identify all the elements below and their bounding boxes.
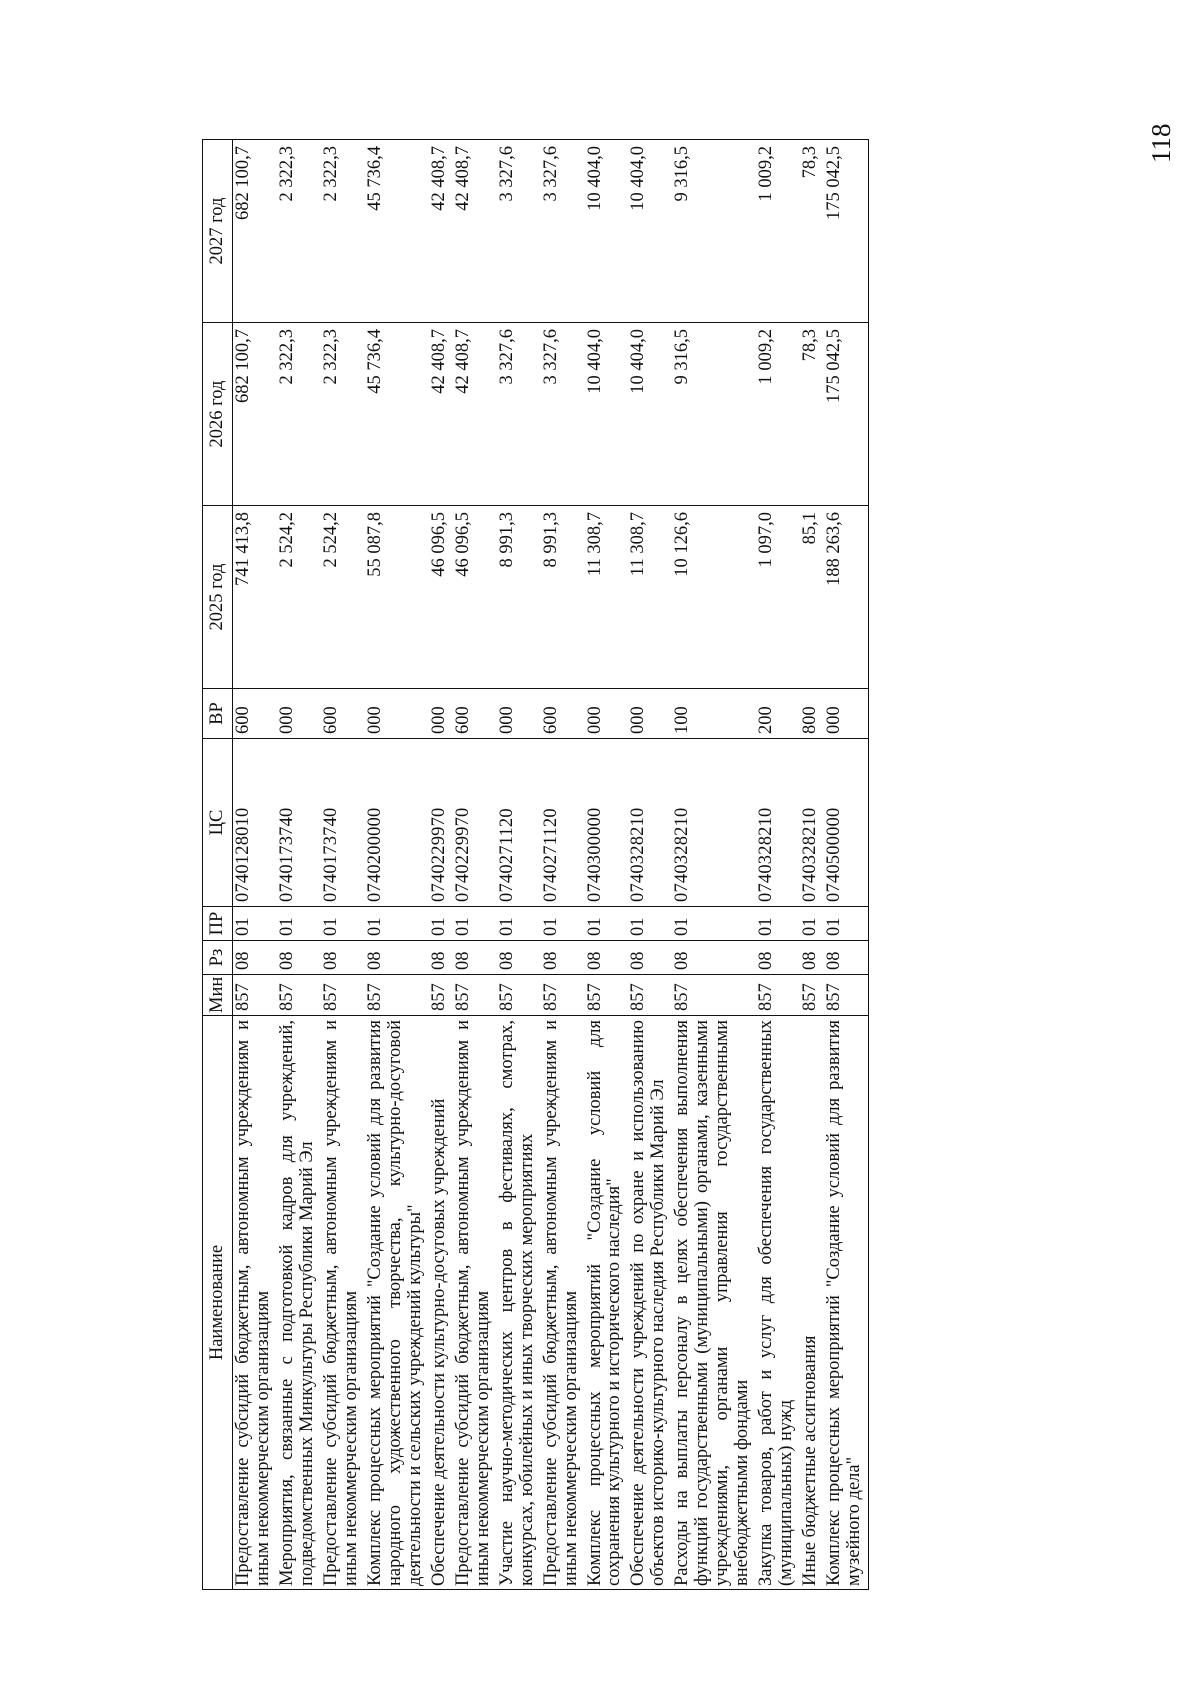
cell-cs: 0740271120 [497, 739, 541, 907]
table-row [365, 140, 429, 1590]
cell-y2027: 682 100,7 [233, 140, 277, 323]
cell-name: Участие научно-методических центров в фестивалях, смотрах, конкурсах, юбилейных и иных творческих мероприятиях [497, 1016, 541, 1590]
header-2026: 2026 год [203, 323, 233, 506]
cell-min: 857 [233, 975, 277, 1016]
cell-name: Комплекс процессных мероприятий "Создание условий для развития народного художественного творчества, культурно-досуговой деятельности и сельских учреждений культуры" [365, 1016, 429, 1590]
cell-y2025: 11 308,7 [628, 506, 672, 689]
cell-min: 857 [628, 975, 672, 1016]
cell-pr: 01 [277, 907, 321, 941]
cell-y2025: 46 096,5 [453, 506, 497, 689]
cell-min: 857 [541, 975, 585, 1016]
cell-y2026: 3 327,6 [541, 323, 585, 506]
cell-rz: 08 [672, 941, 756, 975]
cell-vr: 000 [628, 689, 672, 739]
table-row [429, 140, 453, 1590]
cell-y2026: 45 736,4 [365, 323, 429, 506]
cell-rz: 08 [628, 941, 672, 975]
cell-pr: 01 [672, 907, 756, 941]
cell-rz: 08 [365, 941, 429, 975]
cell-name: Расходы на выплаты персоналу в целях обеспечения выполнения функций государственными (муниципальными) органами, казенными учреждениями, органами управления государственными внебюджетными фондами [672, 1016, 756, 1590]
cell-name: Предоставление субсидий бюджетным, автономным учреждениям и иным некоммерческим организациям [233, 1016, 277, 1590]
cell-y2027: 10 404,0 [628, 140, 672, 323]
cell-y2027: 9 316,5 [672, 140, 756, 323]
cell-y2027: 45 736,4 [365, 140, 429, 323]
cell-y2025: 85,1 [800, 506, 824, 689]
cell-y2027: 3 327,6 [541, 140, 585, 323]
cell-y2026: 42 408,7 [453, 323, 497, 506]
cell-rz: 08 [277, 941, 321, 975]
cell-y2025: 2 524,2 [277, 506, 321, 689]
cell-rz: 08 [497, 941, 541, 975]
cell-min: 857 [585, 975, 629, 1016]
header-name: Наименование [203, 1016, 233, 1590]
cell-pr: 01 [453, 907, 497, 941]
cell-y2025: 55 087,8 [365, 506, 429, 689]
cell-pr: 01 [800, 907, 824, 941]
cell-min: 857 [453, 975, 497, 1016]
cell-y2027: 2 322,3 [277, 140, 321, 323]
cell-min: 857 [800, 975, 824, 1016]
cell-min: 857 [756, 975, 800, 1016]
cell-y2026: 682 100,7 [233, 323, 277, 506]
cell-y2025: 10 126,6 [672, 506, 756, 689]
header-min: Мин [203, 975, 233, 1016]
cell-y2025: 46 096,5 [429, 506, 453, 689]
cell-pr: 01 [429, 907, 453, 941]
cell-pr: 01 [824, 907, 868, 941]
table-row [453, 140, 497, 1590]
table-row [277, 140, 321, 1590]
cell-y2027: 1 009,2 [756, 140, 800, 323]
header-2025: 2025 год [203, 506, 233, 689]
cell-pr: 01 [756, 907, 800, 941]
cell-y2025: 8 991,3 [497, 506, 541, 689]
table-row [628, 140, 672, 1590]
header-2027: 2027 год [203, 140, 233, 323]
cell-rz: 08 [756, 941, 800, 975]
cell-name: Закупка товаров, работ и услуг для обеспечения государственных (муниципальных) нужд [756, 1016, 800, 1590]
rotated-page-content [202, 140, 1062, 1590]
cell-cs: 0740328210 [800, 739, 824, 907]
header-rz: Рз [203, 941, 233, 975]
table-row [800, 140, 824, 1590]
cell-rz: 08 [429, 941, 453, 975]
header-cs: ЦС [203, 739, 233, 907]
cell-min: 857 [672, 975, 756, 1016]
table-row [672, 140, 756, 1590]
cell-cs: 0740128010 [233, 739, 277, 907]
cell-vr: 000 [497, 689, 541, 739]
cell-y2026: 3 327,6 [497, 323, 541, 506]
cell-rz: 08 [585, 941, 629, 975]
cell-y2027: 42 408,7 [429, 140, 453, 323]
cell-pr: 01 [541, 907, 585, 941]
table-row [321, 140, 365, 1590]
cell-vr: 200 [756, 689, 800, 739]
cell-y2026: 78,3 [800, 323, 824, 506]
table-body [233, 140, 869, 1590]
cell-min: 857 [497, 975, 541, 1016]
cell-name: Предоставление субсидий бюджетным, автономным учреждениям и иным некоммерческим организациям [453, 1016, 497, 1590]
cell-cs: 0740173740 [277, 739, 321, 907]
cell-rz: 08 [233, 941, 277, 975]
table-row [585, 140, 629, 1590]
cell-min: 857 [429, 975, 453, 1016]
cell-y2027: 78,3 [800, 140, 824, 323]
cell-rz: 08 [824, 941, 868, 975]
cell-y2025: 11 308,7 [585, 506, 629, 689]
cell-vr: 800 [800, 689, 824, 739]
cell-name: Комплекс процессных мероприятий "Создание условий для сохранения культурного и исторического наследия" [585, 1016, 629, 1590]
cell-y2027: 2 322,3 [321, 140, 365, 323]
cell-cs: 0740328210 [756, 739, 800, 907]
cell-name: Иные бюджетные ассигнования [800, 1016, 824, 1590]
cell-min: 857 [321, 975, 365, 1016]
cell-min: 857 [824, 975, 868, 1016]
cell-y2026: 1 009,2 [756, 323, 800, 506]
cell-pr: 01 [497, 907, 541, 941]
cell-min: 857 [365, 975, 429, 1016]
cell-cs: 0740328210 [628, 739, 672, 907]
header-pr: ПР [203, 907, 233, 941]
cell-y2026: 9 316,5 [672, 323, 756, 506]
cell-vr: 600 [453, 689, 497, 739]
header-vr: ВР [203, 689, 233, 739]
cell-min: 857 [277, 975, 321, 1016]
cell-y2025: 1 097,0 [756, 506, 800, 689]
cell-vr: 000 [429, 689, 453, 739]
cell-vr: 000 [365, 689, 429, 739]
cell-cs: 0740173740 [321, 739, 365, 907]
cell-vr: 000 [585, 689, 629, 739]
table-row [233, 140, 277, 1590]
cell-y2027: 42 408,7 [453, 140, 497, 323]
cell-rz: 08 [800, 941, 824, 975]
cell-vr: 600 [321, 689, 365, 739]
table-header [203, 140, 233, 1590]
cell-cs: 0740271120 [541, 739, 585, 907]
cell-name: Обеспечение деятельности учреждений по охране и использованию объектов историко-культурного наследия Республики Марий Эл [628, 1016, 672, 1590]
cell-y2025: 741 413,8 [233, 506, 277, 689]
cell-vr: 100 [672, 689, 756, 739]
cell-cs: 0740328210 [672, 739, 756, 907]
table-row [756, 140, 800, 1590]
table-row [497, 140, 541, 1590]
cell-name: Комплекс процессных мероприятий "Создание условий для развития музейного дела" [824, 1016, 868, 1590]
cell-y2026: 2 322,3 [277, 323, 321, 506]
cell-rz: 08 [321, 941, 365, 975]
cell-vr: 600 [541, 689, 585, 739]
cell-pr: 01 [628, 907, 672, 941]
cell-pr: 01 [365, 907, 429, 941]
cell-vr: 600 [233, 689, 277, 739]
cell-name: Мероприятия, связанные с подготовкой кадров для учреждений, подведомственных Минкультуры Республики Марий Эл [277, 1016, 321, 1590]
page-number: 118 [1146, 123, 1176, 163]
cell-y2026: 42 408,7 [429, 323, 453, 506]
cell-pr: 01 [585, 907, 629, 941]
cell-cs: 0740200000 [365, 739, 429, 907]
cell-cs: 0740229970 [453, 739, 497, 907]
cell-cs: 0740300000 [585, 739, 629, 907]
cell-vr: 000 [277, 689, 321, 739]
cell-rz: 08 [453, 941, 497, 975]
cell-rz: 08 [541, 941, 585, 975]
cell-pr: 01 [321, 907, 365, 941]
cell-name: Предоставление субсидий бюджетным, автономным учреждениям и иным некоммерческим организациям [541, 1016, 585, 1590]
cell-cs: 0740229970 [429, 739, 453, 907]
cell-y2027: 3 327,6 [497, 140, 541, 323]
cell-y2027: 10 404,0 [585, 140, 629, 323]
cell-y2025: 8 991,3 [541, 506, 585, 689]
cell-y2025: 188 263,6 [824, 506, 868, 689]
cell-y2027: 175 042,5 [824, 140, 868, 323]
budget-table [202, 139, 869, 1590]
cell-y2026: 2 322,3 [321, 323, 365, 506]
cell-pr: 01 [233, 907, 277, 941]
cell-y2025: 2 524,2 [321, 506, 365, 689]
cell-y2026: 175 042,5 [824, 323, 868, 506]
cell-cs: 0740500000 [824, 739, 868, 907]
cell-y2026: 10 404,0 [628, 323, 672, 506]
table-row [824, 140, 868, 1590]
cell-y2026: 10 404,0 [585, 323, 629, 506]
cell-name: Предоставление субсидий бюджетным, автономным учреждениям и иным некоммерческим организациям [321, 1016, 365, 1590]
table-row [541, 140, 585, 1590]
cell-vr: 000 [824, 689, 868, 739]
cell-name: Обеспечение деятельности культурно-досуговых учреждений [429, 1016, 453, 1590]
